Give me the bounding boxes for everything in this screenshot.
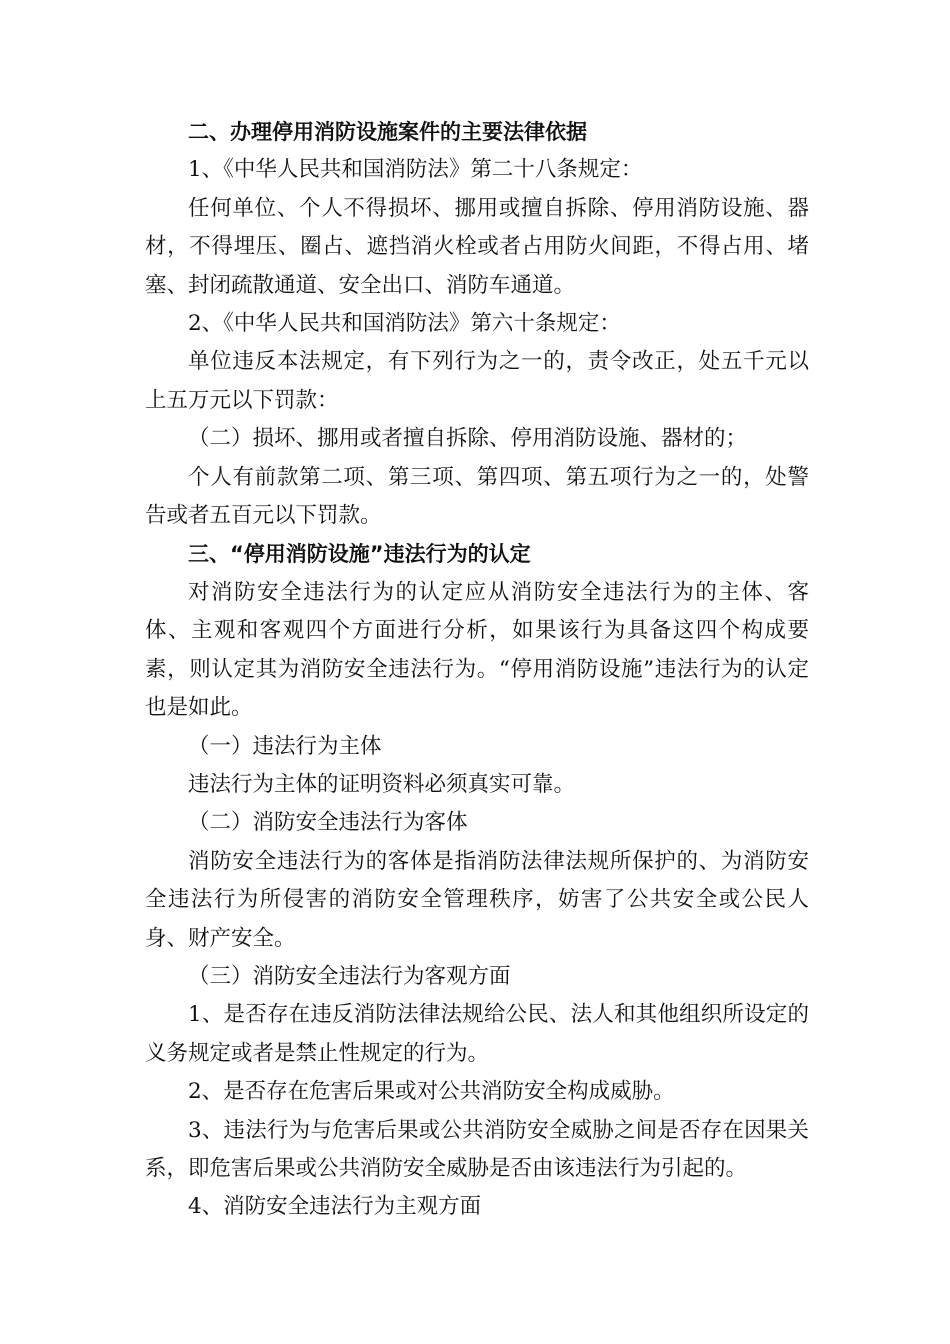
law-citation-article-28: 1、《中华人民共和国消防法》第二十八条规定： — [188, 157, 643, 183]
article-60-individual-penalty: 个人有前款第二项、第三项、第四项、第五项行为之一的，处警告或者五百元以下罚款。 — [145, 464, 809, 529]
section-heading-3: 三、“停用消防设施”违法行为的认定 — [188, 542, 531, 567]
subject-paragraph: 违法行为主体的证明资料必须真实可靠。 — [188, 771, 576, 797]
determination-paragraph: 对消防安全违法行为的认定应从消防安全违法行为的主体、客体、主观和客观四个方面进行分析，如果该行为具备这四个构成要素，则认定其为消防安全违法行为。“停用消防设施”违法行为的认定也是如此。 — [145, 579, 809, 721]
objective-item-1: 1、是否存在违反消防法律法规给公民、法人和其他组织所设定的义务规定或者是禁止性规定的行为。 — [145, 1002, 809, 1066]
article-60-item-2: （二）损坏、挪用或者擅自拆除、停用消防设施、器材的； — [188, 426, 748, 452]
law-citation-article-60: 2、《中华人民共和国消防法》第六十条规定： — [188, 311, 621, 337]
section-heading-2: 二、办理停用消防设施案件的主要法律依据 — [188, 120, 587, 144]
objective-item-2: 2、是否存在危害后果或对公共消防安全构成威胁。 — [188, 1079, 675, 1105]
subsection-object-heading: （二）消防安全违法行为客体 — [188, 810, 468, 836]
article-28-text: 任何单位、个人不得损坏、挪用或擅自拆除、停用消防设施、器材，不得埋压、圈占、遮挡消火栓或者占用防火间距，不得占用、堵塞、封闭疏散通道、安全出口、消防车通道。 — [145, 195, 809, 298]
object-paragraph: 消防安全违法行为的客体是指消防法律法规所保护的、为消防安全违法行为所侵害的消防安全管理秩序，妨害了公共安全或公民人身、财产安全。 — [145, 848, 809, 951]
article-60-text: 单位违反本法规定，有下列行为之一的，责令改正，处五千元以上五万元以下罚款： — [145, 349, 809, 413]
objective-item-3: 3、违法行为与危害后果或公共消防安全威胁之间是否存在因果关系，即危害后果或公共消防安全威胁是否由该违法行为引起的。 — [145, 1117, 809, 1181]
document-body — [145, 113, 809, 1227]
subsection-subject-heading: （一）违法行为主体 — [188, 733, 382, 759]
subsection-objective-heading: （三）消防安全违法行为客观方面 — [188, 963, 511, 989]
subjective-item-4: 4、消防安全违法行为主观方面 — [188, 1194, 482, 1220]
